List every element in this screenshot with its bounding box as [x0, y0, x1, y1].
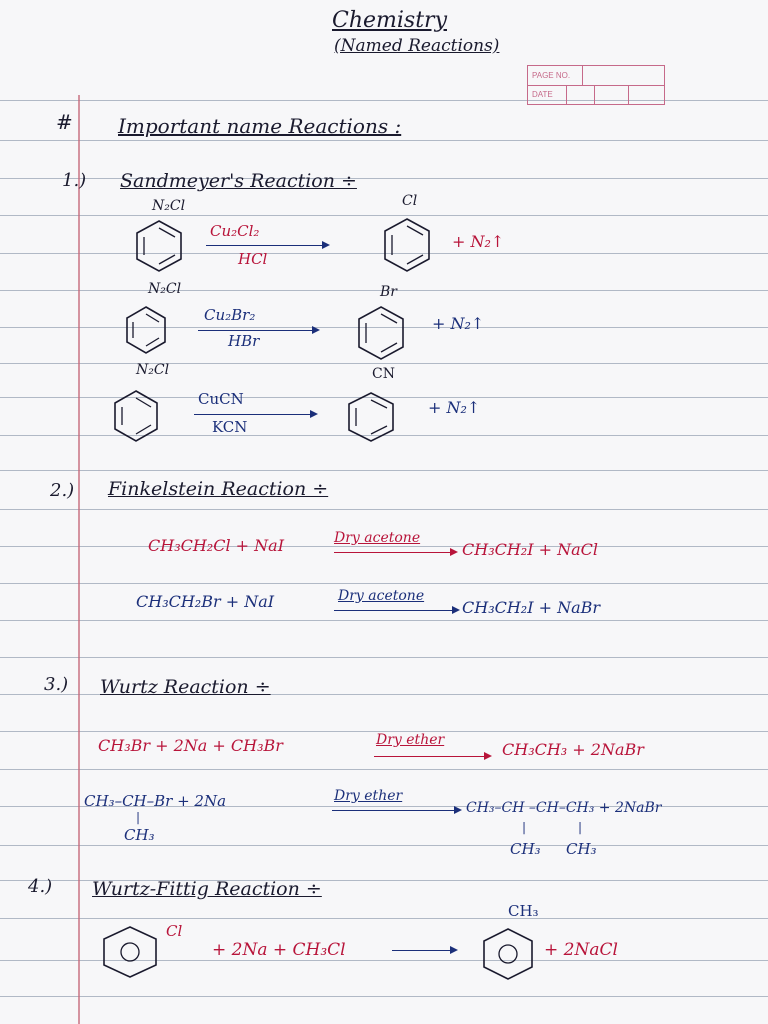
reaction-condition: Dry ether — [376, 732, 445, 748]
reactant-substituent: N₂Cl — [148, 281, 182, 297]
product-substituent: Cl — [402, 193, 418, 209]
equation-middle: + 2Na + CH₃Cl — [212, 940, 346, 960]
reaction-arrow-icon — [198, 330, 318, 331]
reaction-arrow-icon — [206, 245, 328, 246]
equation-left: CH₃CH₂Cl + NaI — [148, 536, 285, 555]
wurtz-fittig-number: 4.) — [28, 876, 53, 897]
equation-branch: CH₃ — [566, 840, 597, 858]
reactant-substituent: N₂Cl — [152, 198, 186, 214]
reagent-top: CuCN — [198, 390, 244, 408]
product-substituent: Br — [380, 284, 397, 300]
equation-left: CH₃CH₂Br + NaI — [136, 592, 275, 611]
ruled-line — [0, 918, 768, 919]
benzene-ring-icon — [134, 218, 184, 274]
reaction-condition: Dry acetone — [334, 530, 421, 546]
finkelstein-title: Finkelstein Reaction ÷ — [108, 478, 329, 500]
equation-right: CH₃CH₂I + NaBr — [462, 598, 601, 617]
sandmeyer-title: Sandmeyer's Reaction ÷ — [120, 170, 357, 192]
reaction-arrow-icon — [194, 414, 316, 415]
reagent-bottom: KCN — [212, 418, 248, 436]
equation-left: CH₃Br + 2Na + CH₃Br — [98, 736, 283, 755]
benzene-ring-icon — [346, 390, 396, 444]
equation-branch: CH₃ — [510, 840, 541, 858]
reactant-substituent: Cl — [166, 922, 183, 940]
branch-bond-icon: | — [578, 820, 583, 834]
product-substituent: CH₃ — [508, 902, 539, 920]
benzene-ring-icon — [100, 924, 160, 980]
reaction-arrow-icon — [374, 756, 490, 757]
page-subtitle: (Named Reactions) — [334, 36, 500, 56]
ruled-line — [0, 470, 768, 471]
ruled-line — [0, 178, 768, 179]
reaction-arrow-icon — [392, 950, 456, 951]
product-substituent: CN — [372, 366, 395, 382]
reaction-arrow-icon — [334, 552, 456, 553]
page-date-stamp — [527, 65, 665, 105]
ruled-line — [0, 620, 768, 621]
heading-bullet: # — [56, 110, 73, 134]
equation-branch: CH₃ — [124, 826, 155, 844]
equation-right: CH₃CH₃ + 2NaBr — [502, 740, 644, 759]
date-label: DATE — [532, 90, 553, 99]
byproduct: + N₂↑ — [432, 314, 485, 333]
ruled-line — [0, 546, 768, 547]
reactant-substituent: N₂Cl — [136, 362, 170, 378]
finkelstein-number: 2.) — [50, 480, 75, 501]
reagent-top: Cu₂Br₂ — [204, 306, 256, 324]
ruled-line — [0, 509, 768, 510]
page-no-label: PAGE NO. — [532, 71, 571, 80]
benzene-ring-icon — [112, 388, 160, 444]
benzene-ring-icon — [382, 216, 432, 274]
ruled-line — [0, 769, 768, 770]
benzene-ring-icon — [124, 304, 168, 356]
ruled-line — [0, 140, 768, 141]
equation-right: CH₃–CH –CH–CH₃ + 2NaBr — [466, 800, 662, 816]
byproduct: + N₂↑ — [452, 232, 505, 251]
reaction-arrow-icon — [334, 610, 458, 611]
ruled-line — [0, 996, 768, 997]
byproduct: + 2NaCl — [544, 940, 618, 960]
benzene-ring-icon — [480, 926, 536, 982]
reagent-top: Cu₂Cl₂ — [210, 222, 260, 240]
ruled-line — [0, 363, 768, 364]
ruled-line — [0, 845, 768, 846]
section-heading: Important name Reactions : — [118, 114, 402, 138]
equation-right: CH₃CH₂I + NaCl — [462, 540, 599, 559]
margin-line — [78, 95, 80, 1024]
wurtz-fittig-title: Wurtz-Fittig Reaction ÷ — [92, 878, 322, 900]
sandmeyer-number: 1.) — [62, 170, 87, 191]
reaction-condition: Dry acetone — [338, 588, 425, 604]
page-title: Chemistry — [332, 8, 447, 33]
equation-left: CH₃–CH–Br + 2Na — [84, 792, 227, 810]
benzene-ring-icon — [356, 304, 406, 362]
reaction-arrow-icon — [332, 810, 460, 811]
reagent-bottom: HBr — [228, 332, 260, 350]
branch-bond-icon: | — [522, 820, 527, 834]
wurtz-number: 3.) — [44, 674, 69, 695]
branch-bond-icon: | — [136, 810, 141, 824]
ruled-line — [0, 583, 768, 584]
wurtz-title: Wurtz Reaction ÷ — [100, 676, 271, 698]
reaction-condition: Dry ether — [334, 788, 403, 804]
byproduct: + N₂↑ — [428, 398, 481, 417]
reagent-bottom: HCl — [238, 250, 268, 268]
ruled-line — [0, 657, 768, 658]
